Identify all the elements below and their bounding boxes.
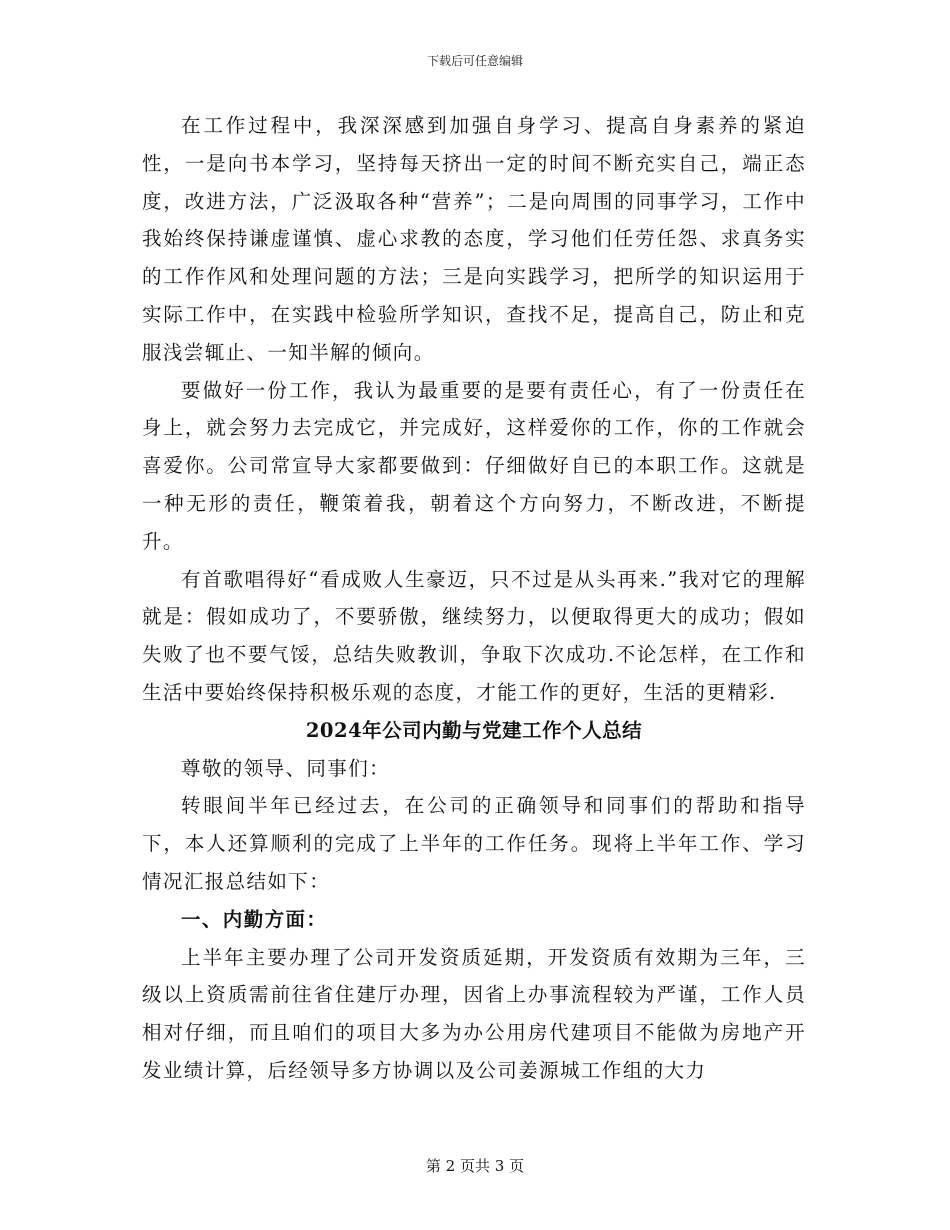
paragraph-qualification: 上半年主要办理了公司开发资质延期，开发资质有效期为三年，三级以上资质需前往省住建厅办理，因省上办事流程较为严谨，工作人员相对仔细，而且咱们的项目大多为办公用房代建项目不能做为房地产开发业绩计算，后经领导多方协调以及公司姜源城工作组的大力 bbox=[142, 945, 806, 1082]
heading-office-affairs: 一、内勤方面： bbox=[181, 907, 328, 931]
salutation: 尊敬的领导、同事们： bbox=[181, 756, 391, 780]
page-number: 第 2 页共 3 页 bbox=[425, 1157, 525, 1175]
document-body bbox=[142, 107, 806, 1090]
page-header: 下载后可任意编辑 bbox=[426, 54, 523, 68]
paragraph-intro: 转眼间半年已经过去，在公司的正确领导和同事们的帮助和指导下，本人还算顺利的完成了上半年的工作任务。现将上半年工作、学习情况汇报总结如下： bbox=[142, 794, 806, 893]
paragraph-responsibility: 要做好一份工作，我认为最重要的是要有责任心，有了一份责任在身上，就会努力去完成它，并完成好，这样爱你的工作，你的工作就会喜爱你。公司常宣导大家都要做到：仔细做好自已的本职工作。这就是一种无形的责任，鞭策着我，朝着这个方向努力，不断改进，不断提升。 bbox=[142, 378, 806, 553]
paragraph-study: 在工作过程中，我深深感到加强自身学习、提高自身素养的紧迫性，一是向书本学习，坚持每天挤出一定的时间不断充实自己，端正态度，改进方法，广泛汲取各种“营养”；二是向周围的同事学习，工作中我始终保持谦虚谨慎、虚心求教的态度，学习他们任劳任怨、求真务实的工作作风和处理问题的方法；三是向实践学习，把所学的知识运用于实际工作中，在实践中检验所学知识，查找不足，提高自己，防止和克服浅尝辄止、一知半解的倾向。 bbox=[142, 114, 806, 364]
paragraph-song: 有首歌唱得好“看成败人生豪迈，只不过是从头再来.”我对它的理解就是：假如成功了，不要骄傲，继续努力，以便取得更大的成功；假如失败了也不要气馁，总结失败教训，争取下次成功.不论怎样，在工作和生活中要始终保持积极乐观的态度，才能工作的更好，生活的更精彩. bbox=[142, 567, 806, 704]
document-title: 2024年公司内勤与党建工作个人总结 bbox=[305, 718, 643, 742]
